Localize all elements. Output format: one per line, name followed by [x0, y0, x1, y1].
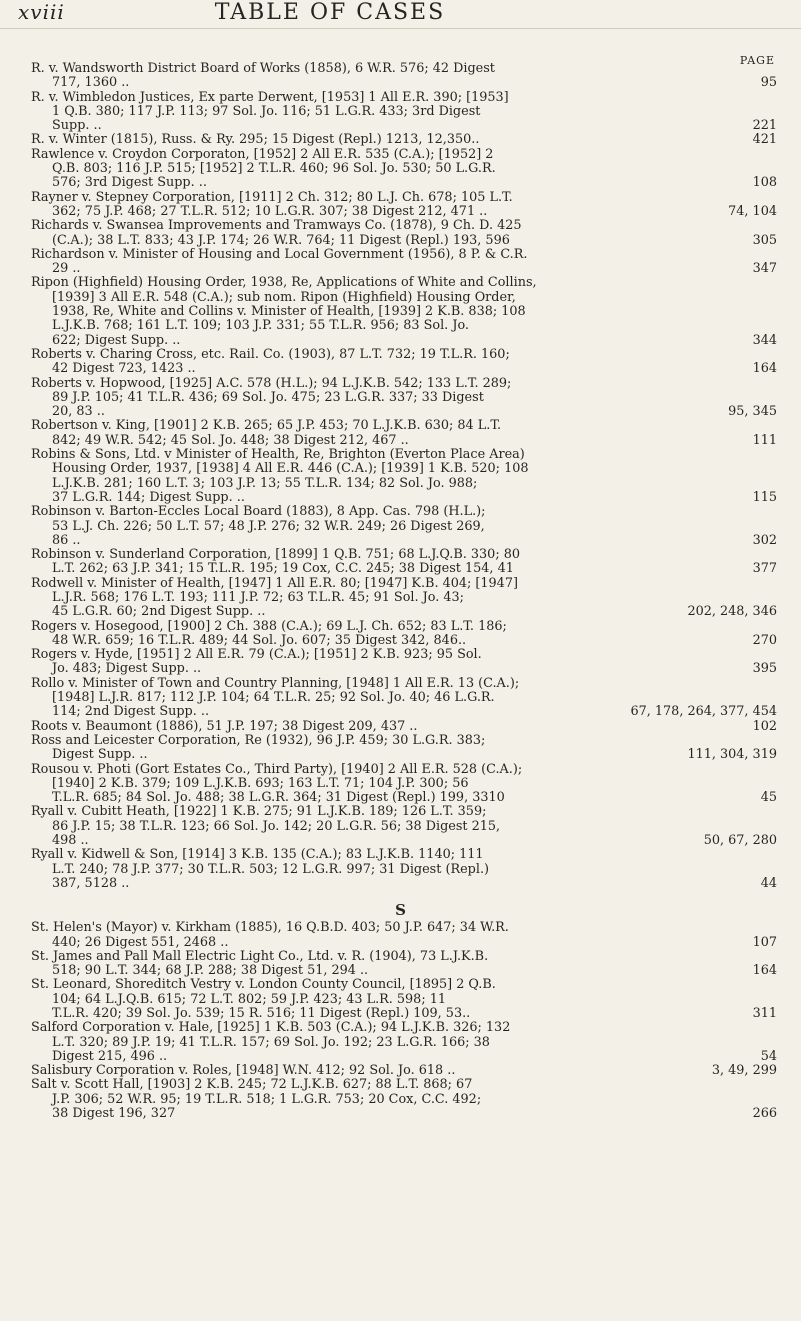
page-header: [18, 0, 783, 24]
case-text-line: Rogers v. Hosegood, [1900] 2 Ch. 388 (C.A.); 69 L.J. Ch. 652; 83 L.T. 186;: [31, 619, 507, 634]
case-text-line: Robinson v. Barton-Eccles Local Board (1883), 8 App. Cas. 798 (H.L.);: [31, 505, 486, 520]
case-text-line: [1940] 2 K.B. 379; 109 L.J.K.B. 693; 163 L.T. 71; 104 J.P. 300; 56: [52, 776, 469, 791]
case-text-line: 1 Q.B. 380; 117 J.P. 113; 97 Sol. Jo. 116; 51 L.G.R. 433; 3rd Digest: [52, 104, 481, 119]
case-text-line: 45 L.G.R. 60; 2nd Digest Supp. ..: [52, 605, 266, 620]
page-column-label: PAGE: [739, 54, 775, 67]
case-text-line: 440; 26 Digest 551, 2468 ..: [52, 935, 229, 950]
page-reference: 67, 178, 264, 377, 454: [626, 705, 777, 719]
case-text-line: St. Leonard, Shoreditch Vestry v. London County Council, [1895] 2 Q.B.: [31, 978, 496, 993]
case-text-line: Rousou v. Photi (Gort Estates Co., Third Party), [1940] 2 All E.R. 528 (C.A.);: [31, 762, 523, 777]
case-text-line: L.J.R. 568; 176 L.T. 193; 111 J.P. 72; 63 T.L.R. 45; 91 Sol. Jo. 43;: [52, 590, 464, 605]
case-text-line: L.T. 262; 63 J.P. 341; 15 T.L.R. 195; 19 Cox, C.C. 245; 38 Digest 154, 41: [52, 562, 514, 577]
case-text-line: 387, 5128 ..: [52, 876, 130, 891]
page-reference: 270: [752, 632, 777, 648]
case-text-line: L.J.K.B. 768; 161 L.T. 109; 103 J.P. 331; 55 T.L.R. 956; 83 Sol. Jo.: [52, 319, 469, 334]
page-reference: 164: [752, 361, 777, 377]
case-entry: [0, 950, 801, 979]
page-reference: 344: [752, 332, 777, 348]
case-entry: [0, 577, 801, 620]
case-text-line: 89 J.P. 105; 41 T.L.R. 436; 69 Sol. Jo. 475; 23 L.G.R. 337; 33 Digest: [52, 390, 484, 405]
case-entry: [0, 219, 801, 248]
page-reference: 107: [752, 934, 777, 950]
entries-s: [0, 921, 801, 1121]
case-entry: [0, 978, 801, 1021]
page-reference: 111: [752, 432, 777, 448]
page-reference: 54: [760, 1048, 777, 1064]
case-text-line: Ross and Leicester Corporation, Re (1932), 96 J.P. 459; 30 L.G.R. 383;: [31, 733, 486, 748]
page-reference: 95, 345: [728, 404, 777, 420]
case-text-line: 86 ..: [52, 533, 81, 548]
case-text-line: Robinson v. Sunderland Corporation, [1899] 1 Q.B. 751; 68 L.J.Q.B. 330; 80: [31, 548, 520, 563]
page-reference: 102: [752, 718, 777, 734]
case-entry: [0, 133, 801, 147]
case-text-line: R. v. Wandsworth District Board of Works (1858), 6 W.R. 576; 42 Digest: [31, 62, 495, 76]
case-text-line: [1948] L.J.R. 817; 112 J.P. 104; 64 T.L.R. 25; 92 Sol. Jo. 40; 46 L.G.R.: [52, 691, 495, 706]
case-text-line: Robertson v. King, [1901] 2 K.B. 265; 65 J.P. 453; 70 L.J.K.B. 630; 84 L.T.: [31, 419, 502, 434]
case-entry: [0, 377, 801, 420]
case-text-line: 20, 83 ..: [52, 405, 105, 420]
case-entry: [0, 62, 801, 91]
case-entry: [0, 1078, 801, 1121]
case-entry: [0, 419, 801, 448]
case-entry: [0, 248, 801, 277]
case-text-line: 114; 2nd Digest Supp. ..: [52, 705, 210, 720]
case-entry: [0, 191, 801, 220]
case-text-line: Digest 215, 496 ..: [52, 1049, 168, 1064]
case-entry: [0, 848, 801, 891]
case-text-line: 53 L.J. Ch. 226; 50 L.T. 57; 48 J.P. 276; 32 W.R. 249; 26 Digest 269,: [52, 519, 485, 534]
case-entry: [0, 1064, 801, 1078]
page-reference: 302: [752, 532, 777, 548]
header-rule: [0, 28, 801, 29]
case-text-line: [1939] 3 All E.R. 548 (C.A.); sub nom. Ripon (Highfield) Housing Order,: [52, 290, 516, 305]
case-text-line: St. James and Pall Mall Electric Light Co., Ltd. v. R. (1904), 73 L.J.K.B.: [31, 949, 489, 964]
case-text-line: Salford Corporation v. Hale, [1925] 1 K.B. 503 (C.A.); 94 L.J.K.B. 326; 132: [31, 1021, 511, 1036]
case-text-line: Ripon (Highfield) Housing Order, 1938, Re, Applications of White and Collins,: [31, 276, 537, 291]
case-entry: [0, 734, 801, 763]
case-text-line: T.L.R. 685; 84 Sol. Jo. 488; 38 L.G.R. 364; 31 Digest (Repl.) 199, 3310: [52, 791, 505, 806]
case-text-line: Digest Supp. ..: [52, 748, 148, 763]
page-reference: 221: [752, 118, 777, 134]
case-text-line: 104; 64 L.J.Q.B. 615; 72 L.T. 802; 59 J.P. 423; 43 L.R. 598; 11: [52, 992, 446, 1007]
page-reference: 95: [760, 75, 777, 91]
case-text-line: 48 W.R. 659; 16 T.L.R. 489; 44 Sol. Jo. 607; 35 Digest 342, 846..: [52, 633, 467, 648]
case-text-line: Salisbury Corporation v. Roles, [1948] W.N. 412; 92 Sol. Jo. 618 ..: [31, 1064, 456, 1079]
case-entry: [0, 505, 801, 548]
case-text-line: Rollo v. Minister of Town and Country Planning, [1948] 1 All E.R. 13 (C.A.);: [31, 676, 520, 691]
case-text-line: L.J.K.B. 281; 160 L.T. 3; 103 J.P. 13; 55 T.L.R. 134; 82 Sol. Jo. 988;: [52, 476, 478, 491]
page-reference: 115: [752, 489, 777, 505]
entries-r: [0, 62, 801, 891]
case-text-line: 37 L.G.R. 144; Digest Supp. ..: [52, 490, 245, 505]
case-text-line: St. Helen's (Mayor) v. Kirkham (1885), 16 Q.B.D. 403; 50 J.P. 647; 34 W.R.: [31, 921, 509, 936]
page-reference: 377: [752, 561, 777, 577]
case-text-line: Richards v. Swansea Improvements and Tramways Co. (1878), 9 Ch. D. 425: [31, 219, 522, 234]
case-text-line: 518; 90 L.T. 344; 68 J.P. 288; 38 Digest 51, 294 ..: [52, 964, 369, 979]
page-number: xviii: [18, 0, 65, 24]
page-reference: 421: [752, 132, 777, 148]
case-text-line: Roots v. Beaumont (1886), 51 J.P. 197; 38 Digest 209, 437 ..: [31, 719, 418, 734]
case-text-line: Rayner v. Stepney Corporation, [1911] 2 Ch. 312; 80 L.J. Ch. 678; 105 L.T.: [31, 190, 513, 205]
case-text-line: 498 ..: [52, 834, 89, 849]
case-text-line: R. v. Wimbledon Justices, Ex parte Derwent, [1953] 1 All E.R. 390; [1953]: [31, 90, 509, 105]
page-reference: 311: [752, 1006, 777, 1021]
case-text-line: Rodwell v. Minister of Health, [1947] 1 All E.R. 80; [1947] K.B. 404; [1947]: [31, 576, 518, 591]
case-text-line: T.L.R. 420; 39 Sol. Jo. 539; 15 R. 516; 11 Digest (Repl.) 109, 53..: [52, 1007, 471, 1021]
case-text-line: Roberts v. Hopwood, [1925] A.C. 578 (H.L.); 94 L.J.K.B. 542; 133 L.T. 289;: [31, 376, 512, 391]
section-letter: S: [395, 901, 406, 920]
table-of-cases: [0, 62, 801, 1121]
page-reference: 266: [752, 1106, 777, 1122]
case-text-line: Robins & Sons, Ltd. v Minister of Health, Re, Brighton (Everton Place Area): [31, 448, 525, 463]
case-text-line: Richardson v. Minister of Housing and Local Government (1956), 8 P. & C.R.: [31, 247, 528, 262]
case-text-line: 717, 1360 ..: [52, 76, 130, 91]
case-entry: [0, 276, 801, 347]
case-text-line: Salt v. Scott Hall, [1903] 2 K.B. 245; 72 L.J.K.B. 627; 88 L.T. 868; 67: [31, 1078, 473, 1093]
case-text-line: Rawlence v. Croydon Corporaton, [1952] 2 All E.R. 535 (C.A.); [1952] 2: [31, 147, 494, 162]
case-text-line: L.T. 320; 89 J.P. 19; 41 T.L.R. 157; 69 Sol. Jo. 192; 23 L.G.R. 166; 38: [52, 1035, 490, 1050]
case-entry: [0, 348, 801, 377]
page-reference: 395: [752, 661, 777, 677]
page-reference: 164: [752, 963, 777, 979]
case-text-line: 622; Digest Supp. ..: [52, 333, 181, 348]
page-reference: 347: [752, 261, 777, 277]
case-text-line: Q.B. 803; 116 J.P. 515; [1952] 2 T.L.R. 460; 96 Sol. Jo. 530; 50 L.G.R.: [52, 162, 496, 177]
page-reference: 202, 248, 346: [683, 605, 777, 619]
case-text-line: 38 Digest 196, 327: [52, 1107, 176, 1122]
case-text-line: 29 ..: [52, 262, 81, 277]
case-entry: [0, 921, 801, 950]
page-reference: 108: [752, 175, 777, 191]
case-entry: [0, 148, 801, 191]
case-entry: [0, 648, 801, 677]
case-text-line: 576; 3rd Digest Supp. ..: [52, 176, 207, 191]
case-text-line: Supp. ..: [52, 119, 102, 134]
case-text-line: Jo. 483; Digest Supp. ..: [52, 662, 202, 677]
page-reference: 305: [752, 232, 777, 248]
case-text-line: R. v. Winter (1815), Russ. & Ry. 295; 15 Digest (Repl.) 1213, 12,350..: [31, 133, 480, 148]
case-text-line: Rogers v. Hyde, [1951] 2 All E.R. 79 (C.A.); [1951] 2 K.B. 923; 95 Sol.: [31, 648, 482, 663]
page-reference: 45: [760, 790, 777, 806]
case-text-line: 362; 75 J.P. 468; 27 T.L.R. 512; 10 L.G.R. 307; 38 Digest 212, 471 ..: [52, 204, 488, 219]
case-entry: [0, 763, 801, 806]
case-entry: [0, 1021, 801, 1064]
case-text-line: 1938, Re, White and Collins v. Minister of Health, [1939] 2 K.B. 838; 108: [52, 305, 526, 320]
page-reference: 74, 104: [728, 203, 777, 219]
case-text-line: 842; 49 W.R. 542; 45 Sol. Jo. 448; 38 Digest 212, 467 ..: [52, 433, 409, 448]
case-entry: [0, 677, 801, 720]
case-entry: [0, 91, 801, 134]
case-text-line: 42 Digest 723, 1423 ..: [52, 362, 196, 377]
case-entry: [0, 548, 801, 577]
case-entry: [0, 620, 801, 649]
page-reference: 44: [760, 875, 777, 891]
case-text-line: J.P. 306; 52 W.R. 95; 19 T.L.R. 518; 1 L.G.R. 753; 20 Cox, C.C. 492;: [52, 1092, 482, 1107]
page-reference: 3, 49, 299: [708, 1064, 777, 1078]
page-title: TABLE OF CASES: [214, 0, 446, 25]
case-text-line: Roberts v. Charing Cross, etc. Rail. Co. (1903), 87 L.T. 732; 19 T.L.R. 160;: [31, 347, 510, 362]
case-text-line: L.T. 240; 78 J.P. 377; 30 T.L.R. 503; 12 L.G.R. 997; 31 Digest (Repl.): [52, 862, 490, 877]
case-text-line: Ryall v. Cubitt Heath, [1922] 1 K.B. 275; 91 L.J.K.B. 189; 126 L.T. 359;: [31, 805, 487, 820]
case-entry: [0, 720, 801, 734]
page-reference: 50, 67, 280: [700, 834, 777, 848]
case-text-line: Housing Order, 1937, [1938] 4 All E.R. 446 (C.A.); [1939] 1 K.B. 520; 108: [52, 462, 529, 477]
case-entry: [0, 805, 801, 848]
case-text-line: (C.A.); 38 L.T. 833; 43 J.P. 174; 26 W.R. 764; 11 Digest (Repl.) 193, 596: [52, 233, 510, 248]
case-entry: [0, 448, 801, 505]
page-reference: 111, 304, 319: [683, 748, 777, 762]
case-text-line: Ryall v. Kidwell & Son, [1914] 3 K.B. 135 (C.A.); 83 L.J.K.B. 1140; 111: [31, 848, 484, 863]
case-text-line: 86 J.P. 15; 38 T.L.R. 123; 66 Sol. Jo. 142; 20 L.G.R. 56; 38 Digest 215,: [52, 819, 501, 834]
